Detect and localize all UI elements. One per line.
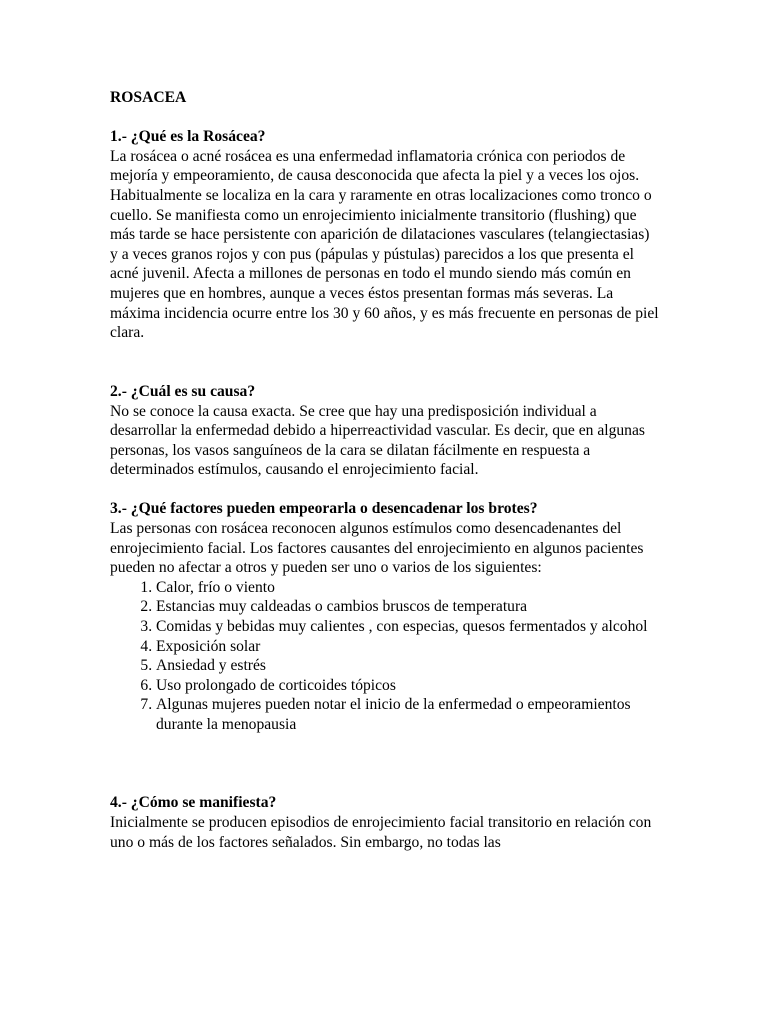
section-body: Inicialmente se producen episodios de enrojecimiento facial transitorio en relación con uno o más de los factores señalados. Sin embargo, no todas las [110, 813, 652, 851]
section-spacer [110, 480, 660, 500]
section-heading: 2.- ¿Cuál es su causa? [110, 382, 256, 400]
list-item: 7. Algunas mujeres pueden notar el inicio de la enfermedad o empeoramientos durante la menopausia [156, 695, 660, 734]
document-page [110, 88, 660, 852]
section-cause [110, 382, 660, 480]
section-body: No se conoce la causa exacta. Se cree que hay una predisposición individual a desarrollar la enfermedad debido a hiperreactividad vascular. Es decir, que en algunas personas, los vasos sanguíneos de la cara se dilatan fácilmente en respuesta a determinados estímulos, causando el enrojecimiento facial. [110, 402, 645, 479]
section-what-is-rosacea [110, 127, 660, 343]
section-body: Las personas con rosácea reconocen algunos estímulos como desencadenantes del enrojecimiento facial. Los factores causantes del enrojecimiento en algunos pacientes pueden no afectar a otros y pueden ser uno o varios de los siguientes: [110, 520, 644, 577]
section-spacer [110, 343, 660, 382]
section-body: La rosácea o acné rosácea es una enfermedad inflamatoria crónica con periodos de mejoría y empeoramiento, de causa desconocida que afecta la piel y a veces los ojos. Habitualmente se localiza en la cara y raramente en otras localizaciones como tronco o cuello. Se manifiesta como un enrojecimiento inicialmente transitorio (flushing) que más tarde se hace persistente con aparición de dilataciones vasculares (telangiectasias) y a veces granos rojos y con pus (pápulas y pústulas) parecidos a los que presenta el acné juvenil. Afecta a millones de personas en todo el mundo siendo más común en mujeres que en hombres, aunque a veces éstos presentan formas más severas. La máxima incidencia ocurre entre los 30 y 60 años, y es más frecuente en personas de piel clara. [110, 147, 659, 342]
trigger-factor-list [110, 578, 660, 735]
document-title: ROSACEA [110, 89, 187, 106]
section-triggers [110, 499, 660, 734]
list-item: 6. Uso prolongado de corticoides tópicos [156, 676, 660, 696]
section-heading: 3.- ¿Qué factores pueden empeorarla o desencadenar los brotes? [110, 500, 538, 518]
section-manifestation [110, 793, 660, 852]
section-spacer [110, 735, 660, 794]
list-item: 2. Estancias muy caldeadas o cambios bruscos de temperatura [156, 597, 660, 617]
section-heading: 4.- ¿Cómo se manifiesta? [110, 794, 277, 812]
list-item: 3. Comidas y bebidas muy calientes , con especias, quesos fermentados y alcohol [156, 617, 660, 637]
list-item: 1. Calor, frío o viento [156, 578, 660, 598]
list-item: 4. Exposición solar [156, 637, 660, 657]
section-heading: 1.- ¿Qué es la Rosácea? [110, 128, 266, 146]
list-item: 5. Ansiedad y estrés [156, 656, 660, 676]
